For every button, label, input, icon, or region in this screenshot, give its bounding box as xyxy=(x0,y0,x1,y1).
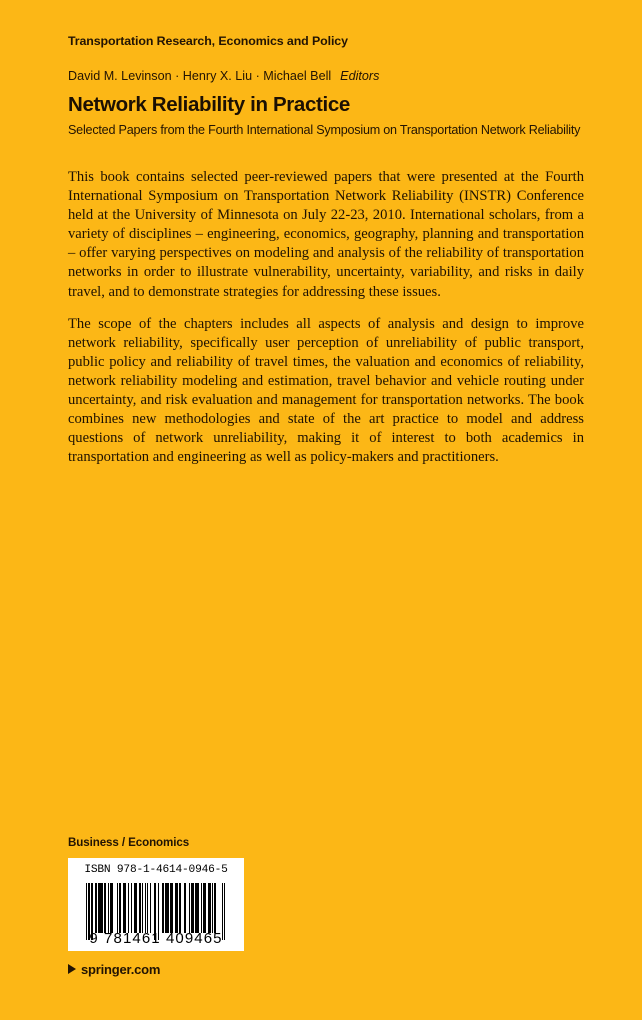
isbn-text: ISBN 978-1-4614-0946-5 xyxy=(84,863,228,876)
book-subtitle: Selected Papers from the Fourth International Symposium on Transportation Network Reliability xyxy=(68,122,581,137)
blurb-paragraph-2: The scope of the chapters includes all aspects of analysis and design to improve network reliability, specifically user perception of unreliability of public transport, public policy and reliability of travel times, the valuation and economics of reliability, network reliability modeling and estimation, travel behavior and vehicle routing under uncertainty, and risk evaluation and management for transportation networks. The book combines new methodologies and state of the art practice to model and address questions of network unreliability, making it of interest to both academics in transportation and engineering as well as policy-makers and practitioners. xyxy=(68,315,584,466)
isbn-barcode-block xyxy=(68,858,244,951)
series-title: Transportation Research, Economics and Policy xyxy=(68,34,348,48)
barcode-bars xyxy=(86,883,226,933)
publisher-line[interactable] xyxy=(68,962,368,977)
cover-footer xyxy=(68,836,368,977)
editor-names: David M. Levinson · Henry X. Liu · Michael Bell xyxy=(68,68,332,83)
cover-header xyxy=(68,34,588,138)
play-triangle-icon xyxy=(68,964,76,974)
editors-role-label: Editors xyxy=(340,68,380,83)
page-title: Network Reliability in Practice xyxy=(68,92,350,116)
blurb-text xyxy=(68,168,584,467)
blurb-paragraph-1: This book contains selected peer-reviewed papers that were presented at the Fourth International Symposium on Transportation Network Reliability (INSTR) Conference held at the University of Minnesota on July 22-23, 2010. International scholars, from a variety of disciplines – engineering, economics, geography, planning and transportation – offer varying perspectives on modeling and analysis of the reliability of transportation networks in order to illustrate vulnerability, uncertainty, variability, and risks in daily travel, and to demonstrate strategies for addressing these issues. xyxy=(68,169,584,300)
category-label: Business / Economics xyxy=(68,836,190,849)
editors-line xyxy=(68,69,588,84)
ean-digits: 9 781461 409465 xyxy=(89,929,223,947)
publisher-url-label[interactable]: springer.com xyxy=(81,961,161,977)
